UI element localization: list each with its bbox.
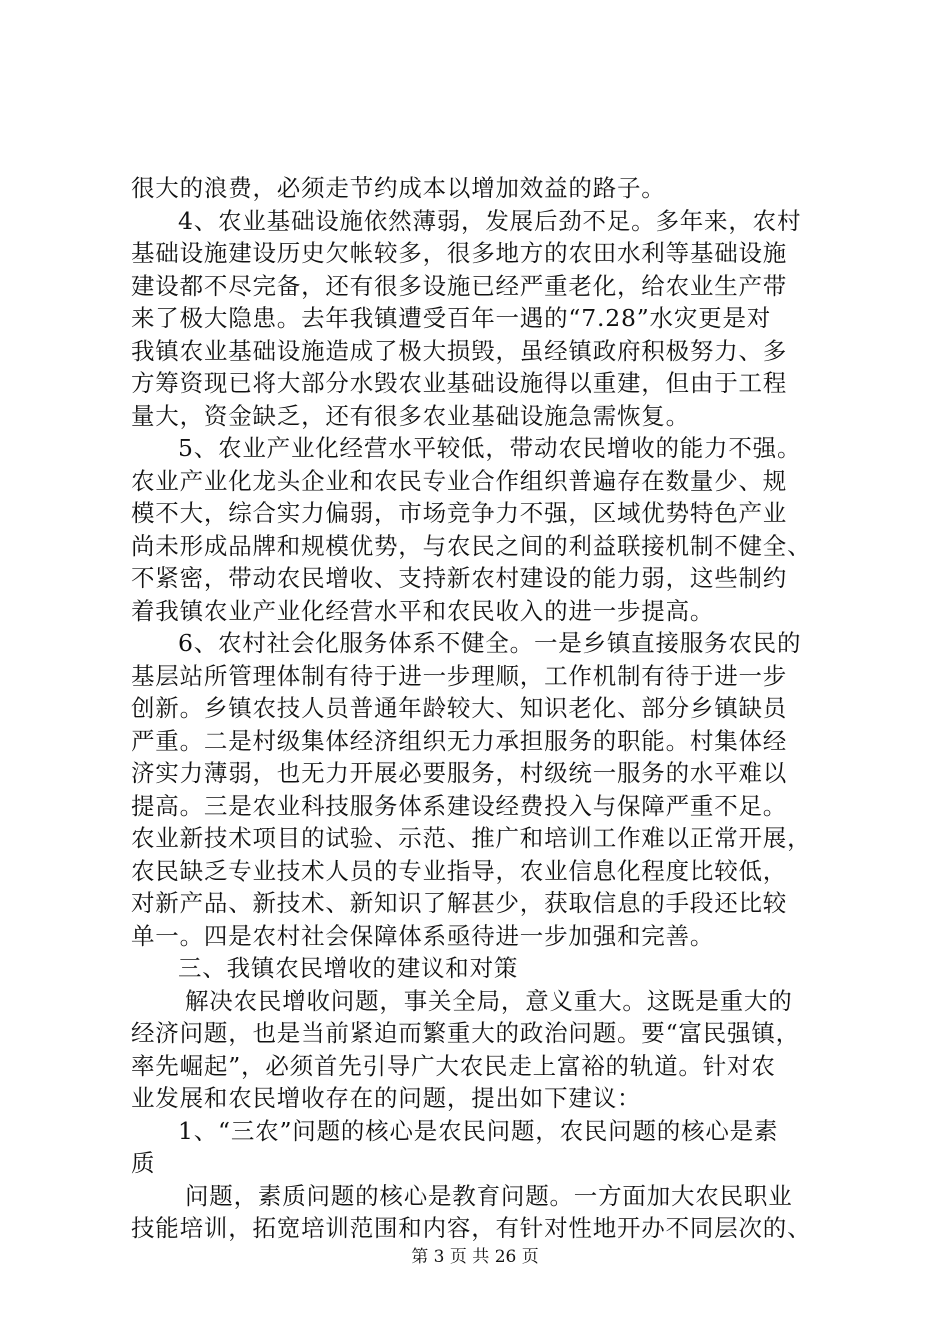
text-line: 不紧密，带动农民增收、支持新农村建设的能力弱，这些制约 xyxy=(131,564,788,592)
text-line: 5、农业产业化经营水平较低，带动农民增收的能力不强。 xyxy=(178,434,802,462)
text-line: 单一。四是农村社会保障体系亟待进一步加强和完善。 xyxy=(131,921,715,950)
text-line: 基层站所管理体制有待于进一步理顺，工作机制有待于进一步 xyxy=(131,661,788,690)
text-line: 模不大，综合实力偏弱，市场竞争力不强，区域优势特色产业 xyxy=(131,499,788,527)
text-line: 农业新技术项目的试验、示范、推广和培训工作难以正常开展， xyxy=(131,824,812,852)
text-line: 方筹资现已将大部分水毁农业基础设施得以重建，但由于工程 xyxy=(131,369,788,397)
text-line: 问题，素质问题的核心是教育问题。一方面加大农民职业 xyxy=(185,1181,793,1210)
text-line: 技能培训，拓宽培训范围和内容，有针对性地开办不同层次的、 xyxy=(131,1214,812,1242)
document-body xyxy=(131,172,831,1245)
text-line: 来了极大隐患。去年我镇遭受百年一遇的“7.28”水灾更是对 xyxy=(131,304,772,332)
text-line: 经济问题，也是当前紧迫而繁重大的政治问题。要“富民强镇， xyxy=(131,1019,800,1047)
text-line: 尚未形成品牌和规模优势，与农民之间的利益联接机制不健全、 xyxy=(131,531,812,560)
text-line: 4、农业基础设施依然薄弱，发展后劲不足。多年来，农村 xyxy=(178,206,802,235)
text-line: 质 xyxy=(131,1149,156,1177)
page-number-footer: 第 3 页 共 26 页 xyxy=(411,1247,539,1267)
text-line: 建设都不尽完备，还有很多设施已经严重老化，给农业生产带 xyxy=(131,271,788,300)
text-line: 农业产业化龙头企业和农民专业合作组织普遍存在数量少、规 xyxy=(131,466,788,495)
text-line: 创新。乡镇农技人员普通年龄较大、知识老化、部分乡镇缺员 xyxy=(131,694,788,722)
text-line: 对新产品、新技术、新知识了解甚少，获取信息的手段还比较 xyxy=(131,889,788,917)
text-line: 基础设施建设历史欠帐较多，很多地方的农田水利等基础设施 xyxy=(131,239,788,267)
text-line: 着我镇农业产业化经营水平和农民收入的进一步提高。 xyxy=(131,596,715,625)
text-line: 1、“三农”问题的核心是农民问题，农民问题的核心是素 xyxy=(178,1116,779,1145)
text-line: 解决农民增收问题，事关全局，意义重大。这既是重大的 xyxy=(185,986,793,1015)
text-line: 我镇农业基础设施造成了极大损毁，虽经镇政府积极努力、多 xyxy=(131,336,788,365)
text-line: 农民缺乏专业技术人员的专业指导，农业信息化程度比较低， xyxy=(131,856,788,885)
text-line: 量大，资金缺乏，还有很多农业基础设施急需恢复。 xyxy=(131,401,690,430)
text-line: 济实力薄弱，也无力开展必要服务，村级统一服务的水平难以 xyxy=(131,759,788,787)
text-line: 业发展和农民增收存在的问题，提出如下建议： xyxy=(131,1084,642,1112)
text-line: 三、我镇农民增收的建议和对策 xyxy=(178,954,519,982)
text-line: 很大的浪费，必须走节约成本以增加效益的路子。 xyxy=(131,174,666,202)
text-line: 率先崛起”，必须首先引导广大农民走上富裕的轨道。针对农 xyxy=(131,1051,776,1080)
text-line: 6、农村社会化服务体系不健全。一是乡镇直接服务农民的 xyxy=(178,629,802,657)
text-line: 严重。二是村级集体经济组织无力承担服务的职能。村集体经 xyxy=(131,726,788,755)
text-line: 提高。三是农业科技服务体系建设经费投入与保障严重不足。 xyxy=(131,791,788,820)
